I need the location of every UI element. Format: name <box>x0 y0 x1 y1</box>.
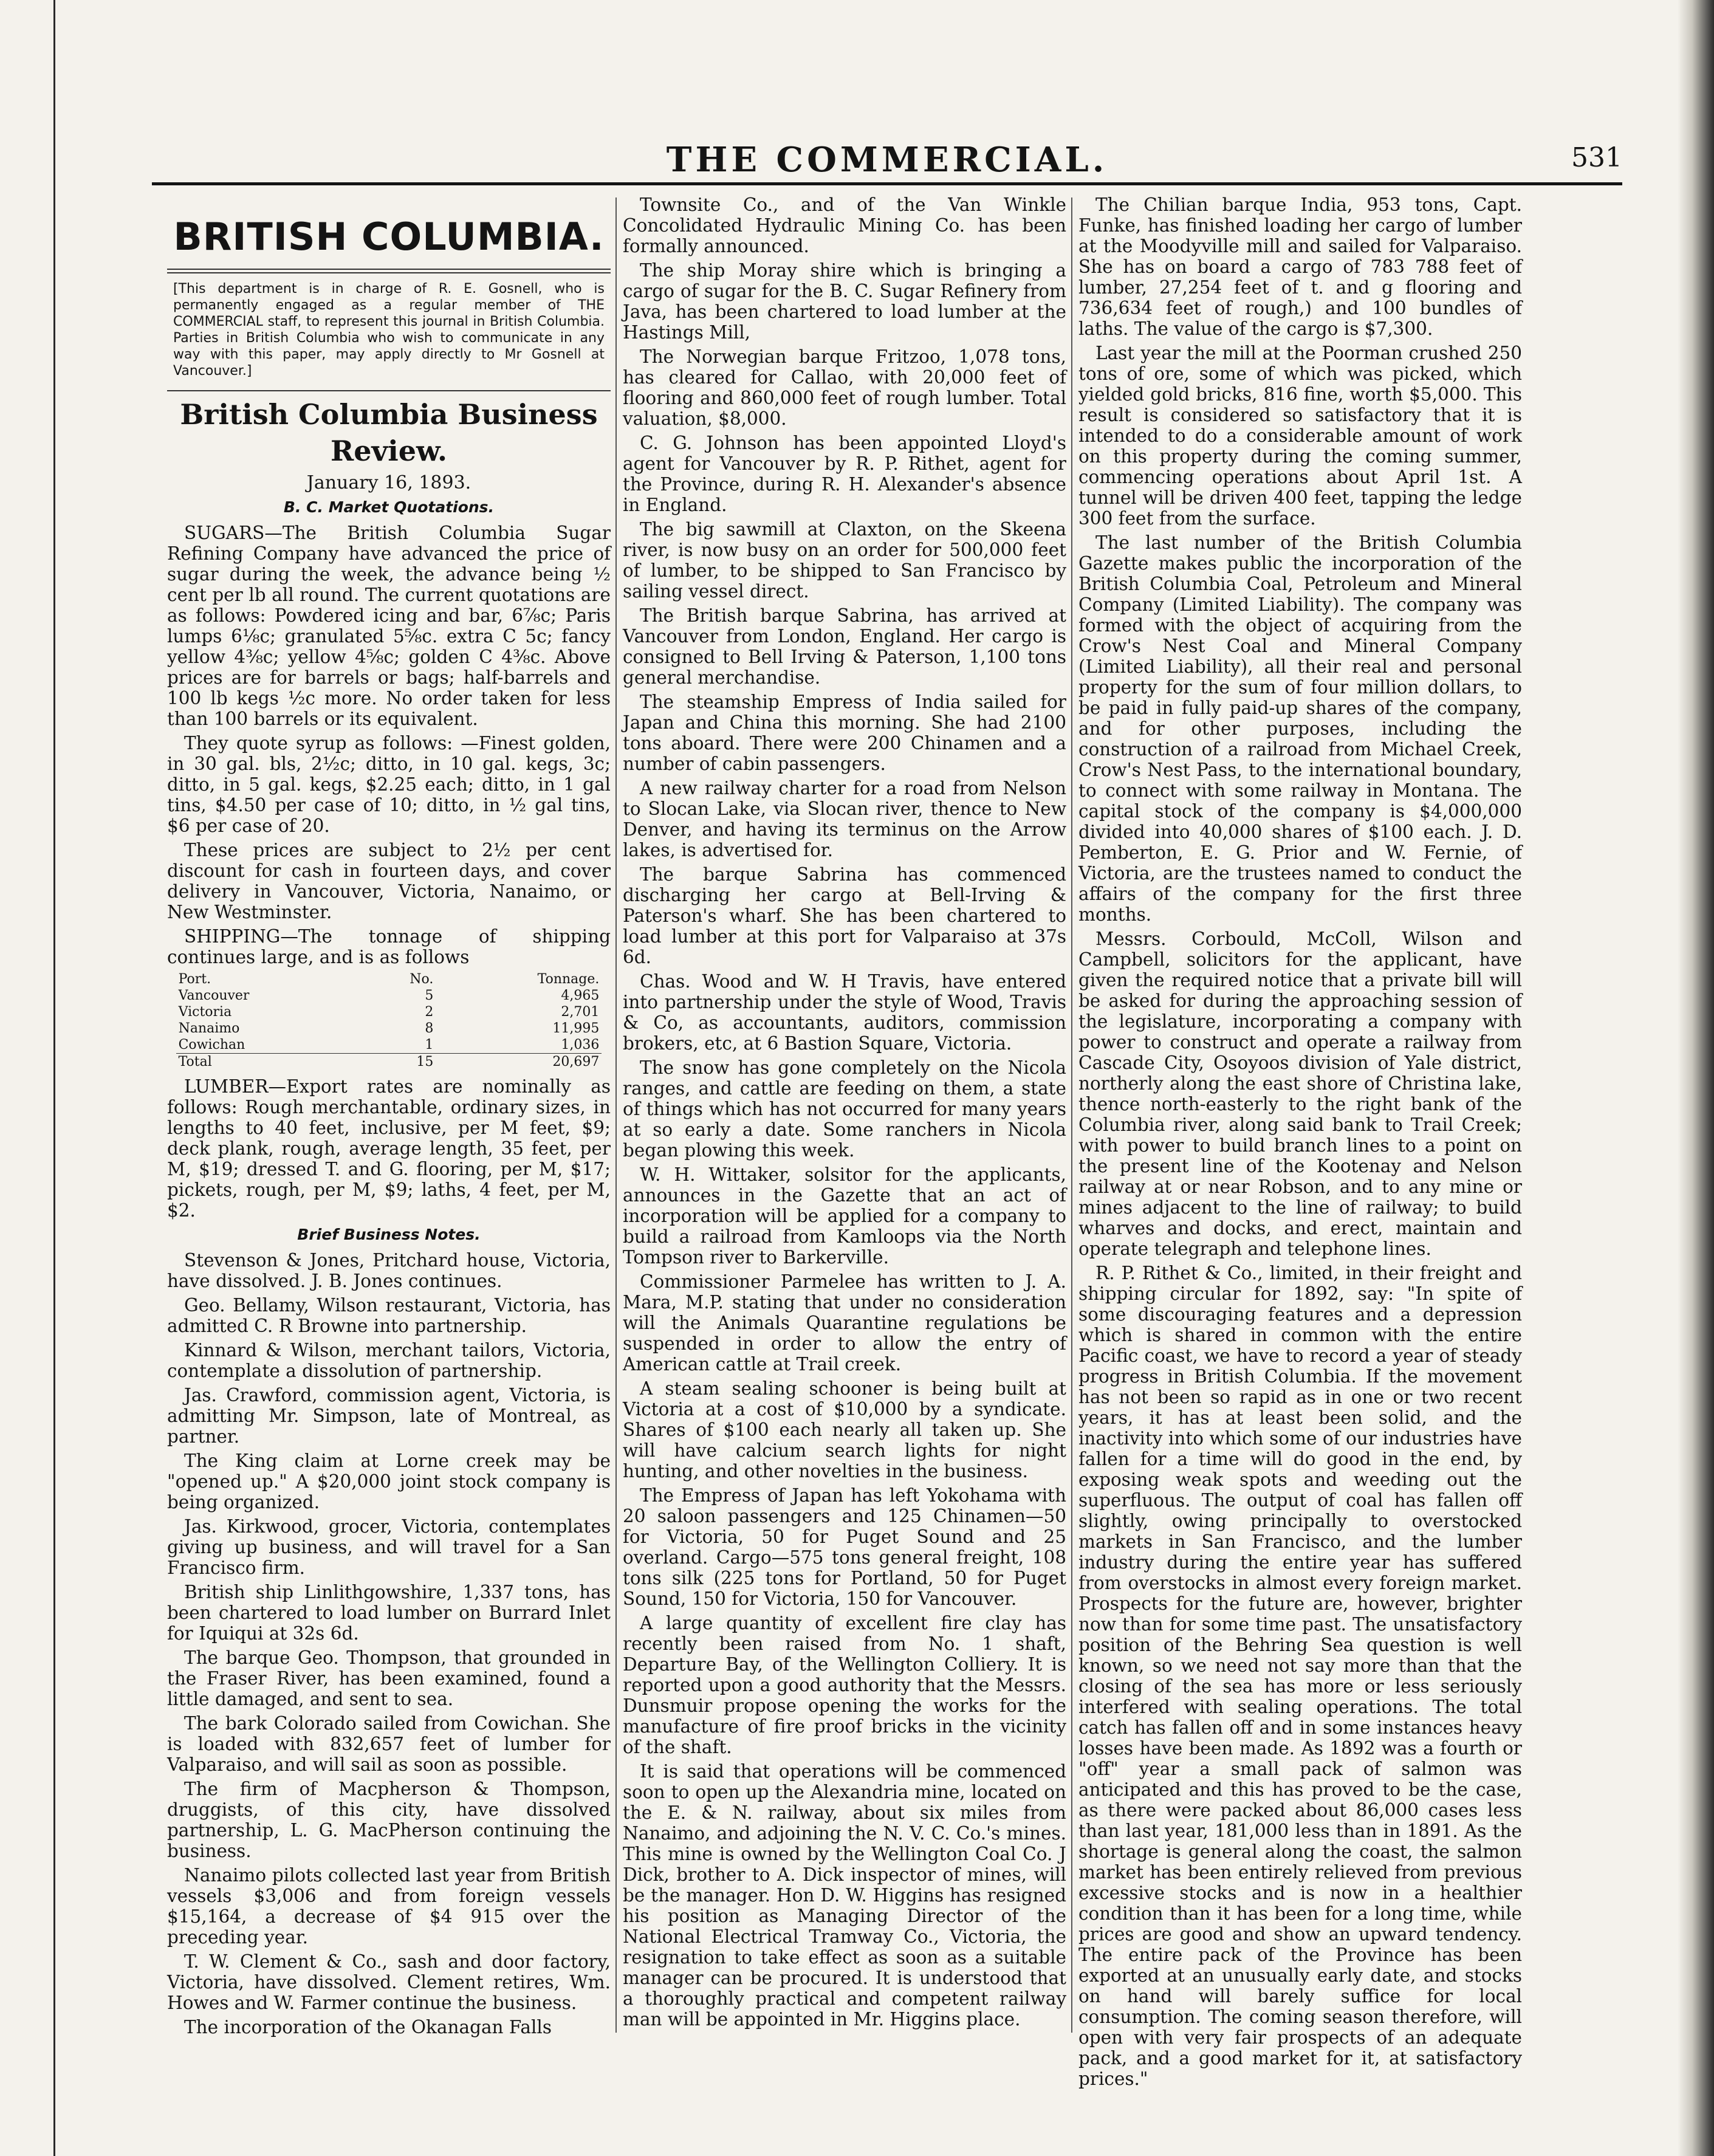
table-cell: 2,701 <box>561 1004 600 1020</box>
running-head <box>152 140 1622 182</box>
market-subhead: B. C. Market Quotations. <box>283 498 495 516</box>
table-row <box>176 1004 602 1020</box>
header-rule <box>152 182 1622 185</box>
paragraph: Commissioner Parmelee has written to J. A. Mara, M.P. stating that under no consideration will the Animals Quarantine regulations be suspended in order to allow the entry of American cattle at Trail creek. <box>623 1271 1066 1375</box>
paragraph: A new railway charter for a road from Nelson to Slocan Lake, via Slocan river, thence to New Denver, and having its terminus on the Arrow lakes, is advertised for. <box>623 778 1066 860</box>
paragraph: The big sawmill at Claxton, on the Skeena river, is now busy on an order for 500,000 feet of lumber, to be shipped to San Francisco by sailing vessel direct. <box>623 519 1066 602</box>
table-cell: 5 <box>425 988 434 1003</box>
table-cell: 4,965 <box>561 988 600 1003</box>
paragraph: C. G. Johnson has been appointed Lloyd's agent for Vancouver by R. P. Rithet, agent for the Province, during R. H. Alexander's absence in England. <box>623 433 1066 515</box>
brief-notes-subhead: Brief Business Notes. <box>297 1226 481 1243</box>
paragraph: The barque Sabrina has commenced discharging her cargo at Bell-Irving & Paterson's wharf. She has been chartered to load lumber at this port for Valparaiso at 37s 6d. <box>623 864 1066 967</box>
shipping-table <box>176 971 602 1070</box>
column-1 <box>167 194 611 2036</box>
paragraph: SUGARS—The British Columbia Sugar Refining Company have advanced the price of sugar during the week, the advance being ½ cent per lb all round. The current quotations are as follows: Powdered icing and bar, 6⅞c; Paris lumps 6⅛c; granulated 5⅝c. extra C 5c; fancy yellow 4⅜c; yellow 4⅝c; golden C 4⅜c. Above prices are for barrels or bags; half-barrels and 100 lb kegs ½c more. No order taken for less than 100 barrels or its equivalent. <box>167 523 611 729</box>
paragraph: The barque Geo. Thompson, that grounded in the Fraser River, has been examined, found a little damaged, and sent to sea. <box>167 1647 611 1709</box>
paragraph: British ship Linlithgowshire, 1,337 tons, has been chartered to load lumber on Burrard Inlet for Iquiqui at 32s 6d. <box>167 1582 611 1644</box>
paragraph: The Empress of Japan has left Yokohama with 20 saloon passengers and 125 Chinamen—50 for Victoria, 50 for Puget Sound and 25 overland. Cargo—575 tons general freight, 108 tons silk (225 tons for Portland, 50 for Puget Sound, 150 for Victoria, 150 for Vancouver. <box>623 1485 1066 1609</box>
paragraph: The steamship Empress of India sailed for Japan and China this morning. She had 2100 tons aboard. There were 200 Chinamen and a number of cabin passengers. <box>623 692 1066 774</box>
page-number: 531 <box>1571 142 1622 173</box>
paragraph: Messrs. Corbould, McColl, Wilson and Campbell, solicitors for the applicant, have given the required notice that a private bill will be asked for during the approaching session of the legislature, incorporating a company with power to construct and operate a railway from Cascade City, Osoyoos division of Yale district, northerly along the east shore of Christina lake, thence north-easterly to the right bank of the Columbia river, along said bank to Trail Creek; with power to build branch lines to a point on the present line of the Kootenay and Nelson railway at or near Robson, and to any mine or mines adjacent to the line of railway; to build wharves and docks, and erect, maintain and operate telegraph and telephone lines. <box>1078 929 1522 1259</box>
column-rule <box>615 197 617 2033</box>
paragraph: R. P. Rithet & Co., limited, in their freight and shipping circular for 1892, say: "In spite of some discouraging features and a depression which is shared in common with the entire Pacific coast, we have to record a year of steady progress in British Columbia. If the movement has not been so rapid as in one or two recent years, it has at least been solid, and the inactivity into which some of our industries have fallen for a time will do good in the end, by exposing weak spots and weeding out the superfluous. The output of coal has fallen off slightly, owing principally to overstocked markets in San Francisco, and the lumber industry during the entire year has suffered from overstocks in almost every foreign market. Prospects for the future are, however, brighter now than for some time past. The unsatisfactory position of the Behring Sea question is well known, so we need not say more than that the closing of the sea has more or less seriously interfered with sealing operations. The total catch has fallen off and in some instances heavy losses have been made. As 1892 was a fourth or "off" year a small pack of salmon was anticipated and this has proved to be the case, as there were packed about 86,000 cases less than last year, 181,000 less than in 1891. As the shortage is general along the coast, the salmon market has been entirely relieved from previous excessive stocks and is now in a healthier condition than it has been for a long time, while prices are good and show an upward tendency. The entire pack of the Province has been exported at an unusually early date, and stocks on hand will barely suffice for local consumption. The coming season therefore, will open with very fair prospects of an adequate pack, and a good market for it, at satisfactory prices." <box>1078 1263 1522 2089</box>
paragraph: T. W. Clement & Co., sash and door factory, Victoria, have dissolved. Clement retires, Wm. Howes and W. Farmer continue the business. <box>167 1951 611 2013</box>
paragraph: These prices are subject to 2½ per cent discount for cash in fourteen days, and cover delivery in Vancouver, Victoria, Nanaimo, or New Westminster. <box>167 840 611 922</box>
paragraph: The ship Moray shire which is bringing a cargo of sugar for the B. C. Sugar Refinery from Java, has been chartered to load lumber at the Hastings Mill, <box>623 260 1066 343</box>
table-total-row <box>176 1054 602 1071</box>
masthead: THE COMMERCIAL. <box>666 140 1108 180</box>
paragraph: The incorporation of the Okanagan Falls <box>184 2017 552 2038</box>
paragraph: Townsite Co., and of the Van Winkle Concolidated Hydraulic Mining Co. has been formally announced. <box>623 194 1066 256</box>
column-rule <box>1071 197 1072 2033</box>
table-cell: 15 <box>365 1054 436 1071</box>
paragraph: A large quantity of excellent fire clay has recently been raised from No. 1 shaft, Departure Bay, of the Wellington Colliery. It is reported upon a good authority that the Messrs. Dunsmuir propose opening the works for the manufacture of fire proof bricks in the vicinity of the shaft. <box>623 1613 1066 1757</box>
paragraph: The snow has gone completely on the Nicola ranges, and cattle are feeding on them, a state of things which has not occurred for many years at so early a date. Some ranchers in Nicola began plowing this week. <box>623 1057 1066 1161</box>
divider <box>167 390 611 391</box>
paragraph: Jas. Crawford, commission agent, Victoria, is admitting Mr. Simpson, late of Montreal, as partner. <box>167 1385 611 1447</box>
paragraph: Jas. Kirkwood, grocer, Victoria, contemplates giving up business, and will travel for a San Francisco firm. <box>167 1516 611 1578</box>
paragraph: The bark Colorado sailed from Cowichan. She is loaded with 832,657 feet of lumber for Valparaiso, and will sail as soon as possible. <box>167 1713 611 1775</box>
table-cell: Total <box>176 1054 365 1071</box>
paragraph: Kinnard & Wilson, merchant tailors, Victoria, contemplate a dissolution of partnership. <box>167 1340 611 1381</box>
table-row <box>176 1037 602 1054</box>
table-row <box>176 1020 602 1037</box>
paragraph: They quote syrup as follows: —Finest golden, in 30 gal. bls, 2½c; ditto, in 10 gal. kegs, 3c; ditto, in 5 gal. kegs, $2.25 each; ditto, in 1 gal tins, $4.50 per case of 10; ditto, in ½ gal tins, $6 per case of 20. <box>167 733 611 836</box>
department-title: BRITISH COLUMBIA. <box>173 215 605 259</box>
table-cell: 1 <box>425 1037 434 1052</box>
table-cell: 2 <box>425 1004 434 1020</box>
paragraph: The firm of Macpherson & Thompson, druggists, of this city, have dissolved partnership, L. G. MacPherson continuing the business. <box>167 1779 611 1861</box>
table-cell: 8 <box>425 1021 434 1036</box>
paragraph: The Chilian barque India, 953 tons, Capt. Funke, has finished loading her cargo of lumber at the Moodyville mill and sailed for Valparaiso. She has on board a cargo of 783 788 feet of lumber, 27,254 feet of t. and g flooring and 736,634 feet of rough,) and 100 bundles of laths. The value of the cargo is $7,300. <box>1078 194 1522 339</box>
paragraph: A steam sealing schooner is being built at Victoria at a cost of $10,000 by a syndicate. Shares of $100 each nearly all taken up. She will have calcium search lights for night hunting, and other novelties in the business. <box>623 1378 1066 1481</box>
table-cell: 20,697 <box>436 1054 602 1071</box>
paragraph: The last number of the British Columbia Gazette makes public the incorporation of the British Columbia Coal, Petroleum and Mineral Company (Limited Liability). The company was formed with the object of acquiring from the Crow's Nest Coal and Mineral Company (Limited Liability), all their real and personal property for the sum of four million dollars, to be paid in fully paid-up shares of the company, and for other purposes, including the construction of a railroad from Michael Creek, Crow's Nest Pass, to the international boundary, to connect with some railway in Montana. The capital stock of the company is $4,000,000 divided into 40,000 shares of $100 each. J. D. Pemberton, E. G. Prior and W. Fernie, of Victoria, are the trustees named to conduct the affairs of the company for the first three months. <box>1078 532 1522 925</box>
paragraph: Stevenson & Jones, Pritchard house, Victoria, have dissolved. J. B. Jones continues. <box>167 1250 611 1291</box>
title-rule <box>167 269 611 273</box>
paragraph: It is said that operations will be commenced soon to open up the Alexandria mine, located on the E. & N. railway, about six miles from Nanaimo, and adjoining the N. V. C. Co.'s mines. This mine is owned by the Wellington Coal Co. J Dick, brother to A. Dick inspector of mines, will be the manager. Hon D. W. Higgins has resigned his position as Managing Director of the National Electrical Tramway Co., Victoria, the resignation to take effect as soon as a suitable manager can be procured. It is understood that a thoroughly practical and competent railway man will be appointed in Mr. Higgins place. <box>623 1761 1066 2030</box>
paragraph: Nanaimo pilots collected last year from British vessels $3,006 and from foreign vessels $15,164, a decrease of $4 915 over the preceding year. <box>167 1865 611 1948</box>
review-title: British Columbia Business Review. <box>180 398 598 467</box>
dateline: January 16, 1893. <box>306 472 471 493</box>
table-cell: Vancouver <box>178 988 250 1003</box>
table-header: No. <box>410 972 434 987</box>
paragraph: LUMBER—Export rates are nominally as follows: Rough merchantable, ordinary sizes, in lengths to 40 feet, inclusive, per M feet, $9; deck plank, rough, average length, 35 feet, per M, $19; dressed T. and G. flooring, per M, $17; pickets, rough, per M, $9; laths, 4 feet, per M, $2. <box>167 1076 611 1221</box>
paragraph: W. H. Wittaker, solsitor for the applicants, announces in the Gazette that an act of incorporation will be applied for a company to build a railroad from Kamloops via the North Tompson river to Barkerville. <box>623 1164 1066 1268</box>
table-cell: 11,995 <box>552 1021 600 1036</box>
table-row <box>176 987 602 1004</box>
page-fold-line <box>53 0 55 2156</box>
paragraph: Chas. Wood and W. H Travis, have entered into partnership under the style of Wood, Travis & Co, as accountants, auditors, commission brokers, etc, at 6 Bastion Square, Victoria. <box>623 971 1066 1054</box>
table-cell: Nanaimo <box>178 1021 240 1036</box>
department-note: [This department is in charge of R. E. Gosnell, who is permanently engaged as a regular member of THE COMMERCIAL staff, to represent this journal in British Columbia. Parties in British Columbia who wish to communicate in any way with this paper, may apply directly to Mr Gosnell at Vancouver.] <box>173 281 605 379</box>
paragraph: SHIPPING—The tonnage of shipping continues large, and is as follows <box>167 926 611 967</box>
page-edge-shadow <box>1678 0 1714 2156</box>
table-cell: Cowichan <box>178 1037 245 1052</box>
paragraph: The King claim at Lorne creek may be "opened up." A $20,000 joint stock company is being organized. <box>167 1450 611 1512</box>
paragraph: Geo. Bellamy, Wilson restaurant, Victoria, has admitted C. R Browne into partnership. <box>167 1295 611 1336</box>
table-header: Port. <box>178 972 211 987</box>
column-3 <box>1078 194 1522 2089</box>
paragraph: The Norwegian barque Fritzoo, 1,078 tons, has cleared for Callao, with 20,000 feet of flooring and 860,000 feet of rough lumber. Total valuation, $8,000. <box>623 346 1066 429</box>
table-header: Tonnage. <box>537 972 600 987</box>
table-cell: 1,036 <box>561 1037 600 1052</box>
table-header-row <box>176 971 602 987</box>
column-2 <box>623 194 1066 2036</box>
paragraph: The British barque Sabrina, has arrived at Vancouver from London, England. Her cargo is consigned to Bell Irving & Paterson, 1,100 tons general merchandise. <box>623 605 1066 688</box>
paragraph: Last year the mill at the Poorman crushed 250 tons of ore, some of which was picked, which yielded gold bricks, 816 fine, worth $5,000. This result is considered so satisfactory that it is intended to do a considerable amount of work on this property during the coming summer, commencing operations about April 1st. A tunnel will be driven 400 feet, tapping the ledge 300 feet from the surface. <box>1078 343 1522 529</box>
table-cell: Victoria <box>178 1004 232 1020</box>
